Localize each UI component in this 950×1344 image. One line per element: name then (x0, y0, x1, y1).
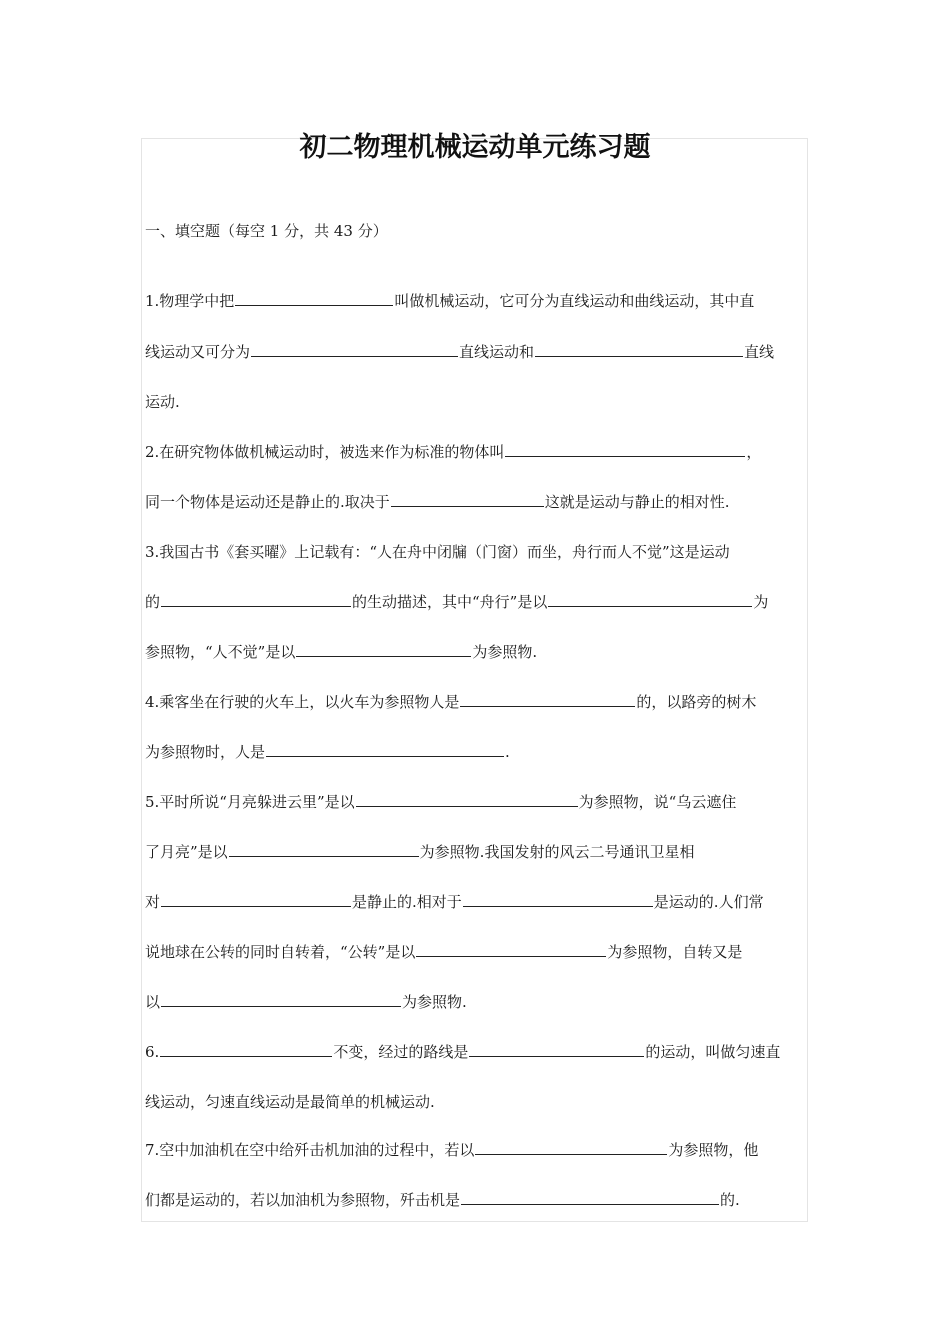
question-2-line-2: 同一个物体是运动还是静止的.取决于 这就是运动与静止的相对性. (145, 490, 810, 514)
answer-blank[interactable] (235, 289, 393, 306)
question-5-line-3: 对 是静止的.相对于 是运动的.人们常 (145, 890, 810, 914)
answer-blank[interactable] (416, 940, 606, 957)
question-4-line-2: 为参照物时，人是 . (145, 740, 810, 764)
answer-blank[interactable] (475, 1138, 667, 1155)
answer-blank[interactable] (535, 340, 743, 357)
question-5-line-2: 了月亮”是以 为参照物.我国发射的风云二号通讯卫星相 (145, 840, 810, 864)
answer-blank[interactable] (229, 840, 419, 857)
answer-blank[interactable] (469, 1040, 644, 1057)
question-5-line-1: 5.平时所说“月亮躲进云里”是以 为参照物，说“乌云遮住 (145, 790, 810, 814)
question-5-line-5: 以 为参照物. (145, 990, 810, 1014)
question-3-line-3: 参照物，“人不觉”是以 为参照物. (145, 640, 810, 664)
question-6-line-2: 线运动，匀速直线运动是最简单的机械运动. (145, 1093, 435, 1111)
answer-blank[interactable] (505, 440, 745, 457)
section-heading: 一、填空题（每空 1 分，共 43 分） (145, 222, 388, 240)
page-title: 初二物理机械运动单元练习题 (299, 132, 651, 163)
answer-blank[interactable] (463, 890, 653, 907)
answer-blank[interactable] (161, 990, 401, 1007)
answer-blank[interactable] (391, 490, 544, 507)
answer-blank[interactable] (160, 1040, 332, 1057)
question-1-line-1: 1.物理学中把 叫做机械运动，它可分为直线运动和曲线运动，其中直 (145, 289, 810, 313)
answer-blank[interactable] (460, 690, 635, 707)
question-5-line-4: 说地球在公转的同时自转着，“公转”是以 为参照物，自转又是 (145, 940, 810, 964)
answer-blank[interactable] (296, 640, 471, 657)
answer-blank[interactable] (548, 590, 752, 607)
question-3-line-1: 3.我国古书《套买曜》上记载有：“人在舟中闭牖（门窗）而坐，舟行而人不觉”这是运动 (145, 543, 730, 561)
answer-blank[interactable] (161, 890, 351, 907)
question-3-line-2: 的 的生动描述，其中“舟行”是以 为 (145, 590, 810, 614)
question-4-line-1: 4.乘客坐在行驶的火车上，以火车为参照物人是 的，以路旁的树木 (145, 690, 810, 714)
answer-blank[interactable] (266, 740, 504, 757)
question-7-line-1: 7.空中加油机在空中给歼击机加油的过程中，若以 为参照物，他 (145, 1138, 810, 1162)
question-1-line-3: 运动. (145, 393, 180, 411)
answer-blank[interactable] (356, 790, 578, 807)
question-7-line-2: 们都是运动的，若以加油机为参照物，歼击机是 的. (145, 1188, 810, 1212)
answer-blank[interactable] (161, 590, 351, 607)
question-6-line-1: 6. 不变，经过的路线是 的运动，叫做匀速直 (145, 1040, 810, 1064)
question-2-line-1: 2.在研究物体做机械运动时，被选来作为标准的物体叫 ， (145, 440, 810, 464)
answer-blank[interactable] (461, 1188, 719, 1205)
question-1-line-2: 线运动又可分为 直线运动和 直线 (145, 340, 810, 364)
answer-blank[interactable] (251, 340, 458, 357)
